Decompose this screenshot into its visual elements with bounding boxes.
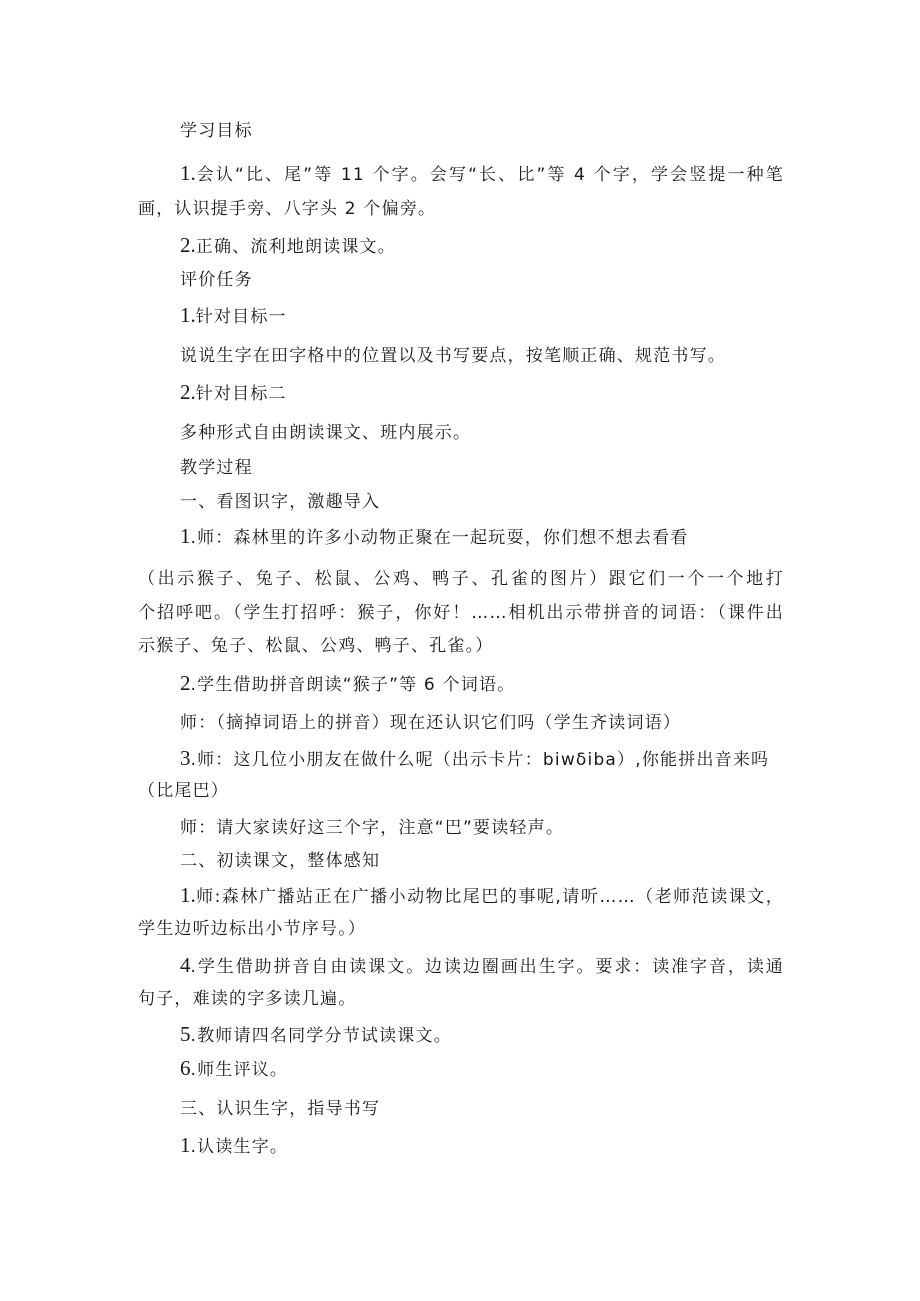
goal-item-1-cont: 画，认识提手旁、八字头 2 个偏旁。	[138, 199, 437, 219]
step-2-6: 6.师生评议。	[180, 1056, 289, 1080]
step-2-1: 1.师:森林广播站正在广播小动物比尾巴的事呢,请听……（老师范读课文，	[180, 883, 784, 907]
step-2-4-cont: 句子，难读的字多读几遍。	[138, 989, 357, 1009]
heading-evaluation-tasks: 评价任务	[180, 270, 253, 290]
step-1-2-note: 师：（摘掉词语上的拼音）现在还认识它们吗（学生齐读词语）	[180, 713, 682, 733]
step-1-3-cont: （比尾巴）	[138, 781, 229, 801]
step-2-5: 5.教师请四名同学分节试读课文。	[180, 1022, 452, 1046]
goal-item-1: 1.会认“比、尾”等 11 个字。会写“长、比”等 4 个字，学会竖提一种笔	[180, 161, 784, 185]
task-item-2-desc: 多种形式自由朗读课文、班内展示。	[180, 423, 472, 443]
heading-learning-goals: 学习目标	[180, 121, 253, 141]
section-heading-1: 一、看图识字，激趣导入	[180, 492, 381, 512]
section-heading-3: 三、认识生字，指导书写	[180, 1099, 381, 1119]
step-2-1-cont: 学生边听边标出小节序号。）	[138, 919, 367, 939]
step-1-3-note: 师：请大家读好这三个字，注意“巴”要读轻声。	[180, 818, 565, 838]
step-1-1: 1.师：森林里的许多小动物正聚在一起玩耍，你们想不想去看看	[180, 524, 689, 548]
step-2-4: 4.学生借助拼音自由读课文。边读边圈画出生字。要求：读准字音，读通	[180, 953, 784, 977]
goal-item-2: 2.正确、流利地朗读课文。	[180, 233, 396, 257]
task-item-2: 2.针对目标二	[180, 380, 287, 404]
task-item-1: 1.针对目标一	[180, 303, 287, 327]
step-1-1-cont-c: 示猴子、兔子、松鼠、公鸡、鸭子、孔雀。）	[138, 636, 494, 656]
task-item-1-desc: 说说生字在田字格中的位置以及书写要点，按笔顺正确、规范书写。	[180, 346, 726, 366]
step-1-1-cont-b: 个招呼吧。（学生打招呼：猴子，你好！……相机出示带拼音的词语：（课件出	[138, 603, 784, 623]
section-heading-2: 二、初读课文，整体感知	[180, 851, 381, 871]
heading-teaching-process: 教学过程	[180, 458, 253, 478]
step-1-1-cont-a: （出示猴子、兔子、松鼠、公鸡、鸭子、孔雀的图片）跟它们一个一个地打	[138, 569, 784, 589]
step-1-2: 2.学生借助拼音朗读“猴子”等 6 个词语。	[180, 671, 516, 695]
step-3-1: 1.认读生字。	[180, 1133, 289, 1157]
step-1-3: 3.师：这几位小朋友在做什么呢（出示卡片：biwδiba）,你能拼出音来吗	[180, 746, 770, 770]
